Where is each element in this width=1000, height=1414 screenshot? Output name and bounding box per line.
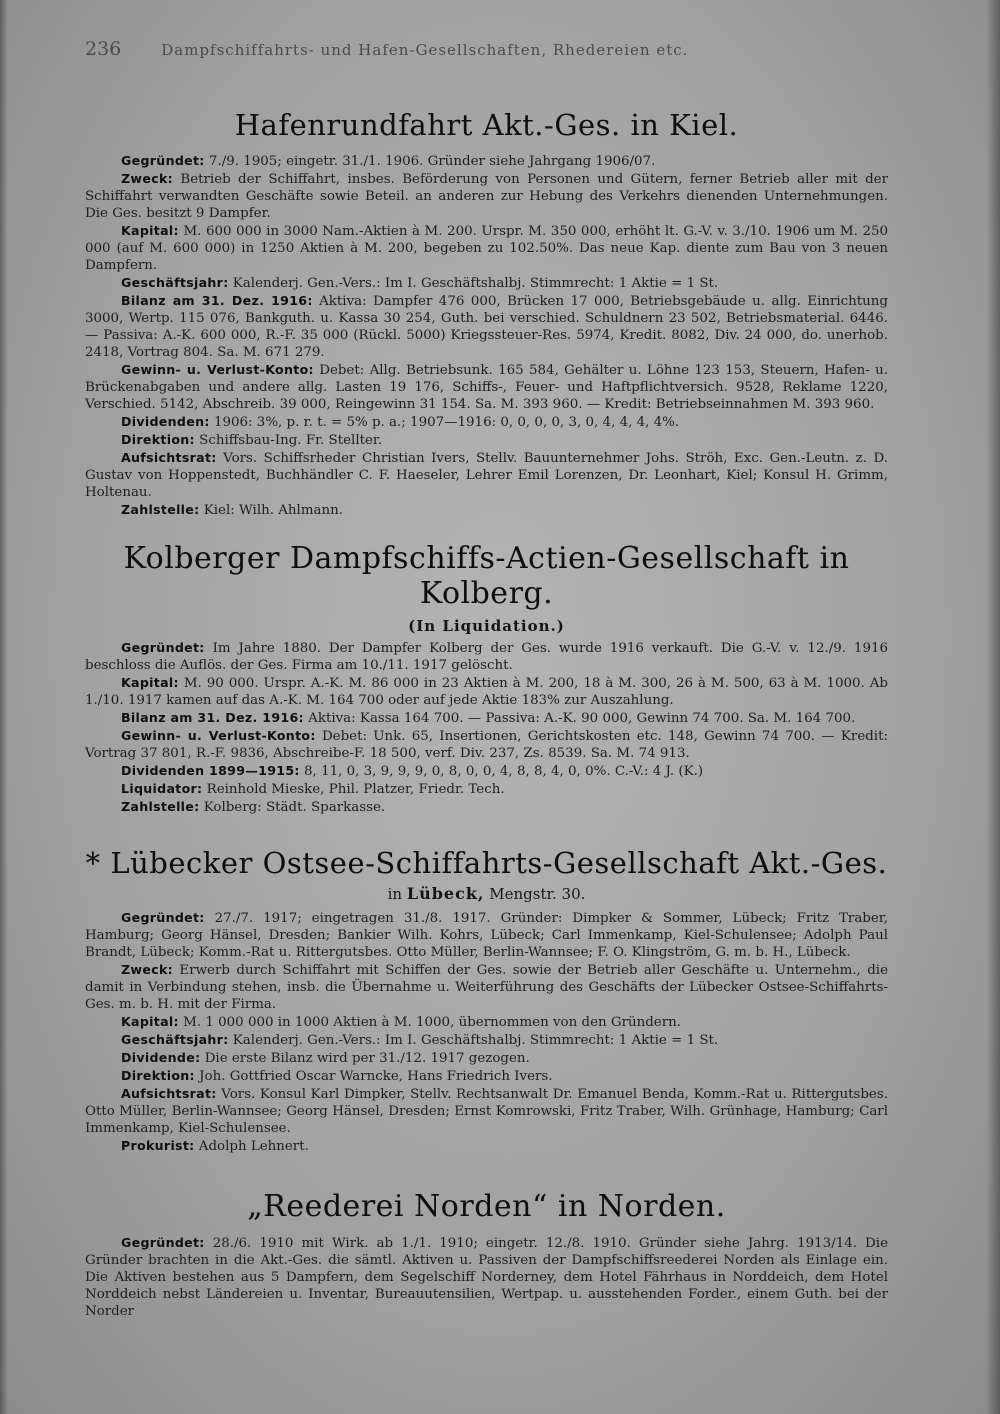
- entry-paragraph: Liquidator: Reinhold Mieske, Phil. Platzer, Friedr. Tech.: [121, 781, 505, 797]
- company-city: Lübeck,: [406, 884, 485, 903]
- entry-paragraph: Dividenden 1899—1915: 8, 11, 0, 3, 9, 9, 9, 0, 8, 0, 0, 4, 8, 8, 4, 0, 0%. C.-V.: 4 J. (K.): [121, 763, 704, 779]
- entry-paragraph: Bilanz am 31. Dez. 1916: Aktiva: Dampfer 476 000, Brücken 17 000, Betriebsgebäude u. allg. Einrichtung 3000, Wertp. 115 076, Bankguth. u. Kassa 30 254, Guth. bei verschied. Schuldnern 23 502, Betriebsmaterial. 6446. — Passiva: A.-K. 600 000, R.-F. 35 000 (Rückl. 5000) Kriegssteuer-Res. 5974, Kredit. 8082, Div. 24 000, do. unerhob. 2418, Vortrag 804. Sa. M. 671 279.: [85, 293, 888, 360]
- entry-paragraph: Kapital: M. 600 000 in 3000 Nam.-Aktien à M. 200. Urspr. M. 350 000, erhöht lt. G.-V. v. 3./10. 1906 um M. 250 000 (auf M. 600 000) in 1250 Aktien à M. 200, begeben zu 102.50%. Das neue Kap. diente zum Bau von 3 neuen Dampfern.: [85, 223, 888, 273]
- company-entry-hafenrundfahrt: [85, 108, 888, 519]
- entry-paragraph: Kapital: M. 90 000. Urspr. A.-K. M. 86 000 in 23 Aktien à M. 200, 18 à M. 300, 26 à M. 500, 63 à M. 1000. Ab 1./10. 1917 kamen auf das A.-K. M. 164 700 oder auf jede Aktie 183% zur Auszahlung.: [85, 675, 889, 708]
- entry-paragraph: Dividenden: 1906: 3%, p. r. t. = 5% p. a.; 1907—1916: 0, 0, 0, 0, 3, 0, 4, 4, 4, 4%.: [121, 414, 680, 430]
- entry-paragraph: Prokurist: Adolph Lehnert.: [121, 1138, 309, 1154]
- scan-shadow-right: [986, 0, 1000, 1414]
- liquidation-note: (In Liquidation.): [408, 617, 565, 635]
- company-title: „Reederei Norden“ in Norden.: [247, 1189, 726, 1224]
- entry-paragraph: Gegründet: Im Jahre 1880. Der Dampfer Kolberg der Ges. wurde 1916 verkauft. Die G.-V. v. 12./9. 1916 beschloss die Auflös. der Ges. Firma am 10./11. 1917 gelöscht.: [85, 640, 888, 673]
- entry-paragraph: Zahlstelle: Kolberg: Städt. Sparkasse.: [121, 799, 386, 815]
- company-address: in Lübeck, Mengstr. 30.: [387, 884, 586, 903]
- entry-paragraph: Bilanz am 31. Dez. 1916: Aktiva: Kassa 164 700. — Passiva: A.-K. 90 000, Gewinn 74 700. Sa. M. 164 700.: [121, 710, 856, 726]
- company-entry-reederei-norden: [85, 1189, 888, 1320]
- entry-paragraph: Dividende: Die erste Bilanz wird per 31./12. 1917 gezogen.: [121, 1050, 530, 1066]
- company-entry-luebecker: [85, 846, 888, 1155]
- entry-paragraph: Zweck: Erwerb durch Schiffahrt mit Schiffen der Ges. sowie der Betrieb aller Geschäfte u. Unternehm., die damit in Verbindung stehen, insb. die Übernahme u. Weiterführung des Geschäfts der Lübecker Ostsee-Schiffahrts-Ges. m. b. H. mit der Firma.: [85, 962, 889, 1012]
- entry-paragraph: Gegründet: 28./6. 1910 mit Wirk. ab 1./1. 1910; eingetr. 12./8. 1910. Gründer siehe Jahrg. 1913/14. Die Gründer brachten in die Akt.-Ges. die sämtl. Aktiven u. Passiven der Dampfschiffsreederei Norden als Einlage ein. Die Aktiven bestehen aus 5 Dampfern, dem Segelschiff Norderney, dem Hotel Fährhaus in Norddeich, dem Hotel Norddeich nebst Ländereien u. Inventar, Bureauutensilien, Wertpap. u. ausstehenden Forder., einem Guth. bei der Norder: [85, 1235, 888, 1319]
- entry-paragraph: Zweck: Betrieb der Schiffahrt, insbes. Beförderung von Personen und Gütern, ferner Betrieb aller mit der Schiffahrt verwandten Geschäfte sowie Beteil. an anderen zur Hebung des Verkehrs dienenden Unternehmungen. Die Ges. besitzt 9 Dampfer.: [85, 171, 888, 221]
- company-title: Hafenrundfahrt Akt.-Ges. in Kiel.: [234, 108, 739, 142]
- page-number: 236: [85, 38, 122, 60]
- entry-paragraph: Direktion: Joh. Gottfried Oscar Warncke, Hans Friedrich Ivers.: [121, 1068, 553, 1084]
- entry-paragraph: Zahlstelle: Kiel: Wilh. Ahlmann.: [121, 502, 344, 518]
- company-title: Kolberger Dampfschiffs-Actien-Gesellschaft in Kolberg.: [123, 541, 850, 611]
- entry-paragraph: Direktion: Schiffsbau-Ing. Fr. Stellter.: [121, 432, 383, 448]
- entry-paragraph: Aufsichtsrat: Vors. Schiffsrheder Christian Ivers, Stellv. Bauunternehmer Johs. Ströh, Exc. Gen.-Leutn. z. D. Gustav von Hoppenstedt, Buchhändler C. F. Haeseler, Lehrer Emil Lorenzen, Dr. Leonhart, Kiel; Konsul H. Grimm, Holtenau.: [85, 450, 888, 500]
- entry-paragraph: Kapital: M. 1 000 000 in 1000 Aktien à M. 1000, übernommen von den Gründern.: [121, 1014, 681, 1030]
- running-title: Dampfschiffahrts- und Hafen-Gesellschaften, Rhedereien etc.: [161, 41, 689, 59]
- page-header: [85, 38, 888, 60]
- company-title: * Lübecker Ostsee-Schiffahrts-Gesellschaft Akt.-Ges.: [85, 846, 888, 880]
- entry-paragraph: Gegründet: 27./7. 1917; eingetragen 31./8. 1917. Gründer: Dimpker & Sommer, Lübeck; Fritz Traber, Hamburg; Georg Hänsel, Dresden; Bankier Wilh. Kohrs, Lübeck; Carl Immenkamp, Kiel-Schulensee; Adolph Paul Brandt, Lübeck; Komm.-Rat u. Rittergutsbes. Otto Müller, Berlin-Wannsee; F. O. Klingström, G. m. b. H., Lübeck.: [85, 910, 888, 960]
- entry-paragraph: Geschäftsjahr: Kalenderj. Gen.-Vers.: Im I. Geschäftshalbj. Stimmrecht: 1 Aktie = 1 St.: [121, 275, 719, 291]
- entry-paragraph: Gegründet: 7./9. 1905; eingetr. 31./1. 1906. Gründer siehe Jahrgang 1906/07.: [121, 153, 656, 169]
- company-entry-kolberger: [85, 541, 888, 816]
- entry-paragraph: Gewinn- u. Verlust-Konto: Debet: Allg. Betriebsunk. 165 584, Gehälter u. Löhne 123 153, Steuern, Hafen- u. Brückenabgaben und andere allg. Lasten 19 176, Schiffs-, Feuer- und Haftpflichtversich. 9528, Reklame 1220, Verschied. 5142, Abschreib. 39 000, Reingewinn 31 154. Sa. M. 393 960. — Kredit: Betriebseinnahmen M. 393 960.: [85, 362, 888, 412]
- entry-paragraph: Aufsichtsrat: Vors. Konsul Karl Dimpker, Stellv. Rechtsanwalt Dr. Emanuel Benda, Komm.-Rat u. Rittergutsbes. Otto Müller, Berlin-Wannsee; Georg Hänsel, Dresden; Ernst Komrowski, Fritz Traber, Wilh. Grünhage, Hamburg; Carl Immenkamp, Kiel-Schulensee.: [85, 1086, 888, 1136]
- entry-paragraph: Geschäftsjahr: Kalenderj. Gen.-Vers.: Im I. Geschäftshalbj. Stimmrecht: 1 Aktie = 1 St.: [121, 1032, 719, 1048]
- entry-paragraph: Gewinn- u. Verlust-Konto: Debet: Unk. 65, Insertionen, Gerichtskosten etc. 148, Gewinn 74 700. — Kredit: Vortrag 37 801, R.-F. 9836, Abschreibe-F. 18 500, verf. Div. 237, Zs. 8539. Sa. M. 74 913.: [85, 728, 888, 761]
- scan-shadow-left: [0, 0, 8, 1414]
